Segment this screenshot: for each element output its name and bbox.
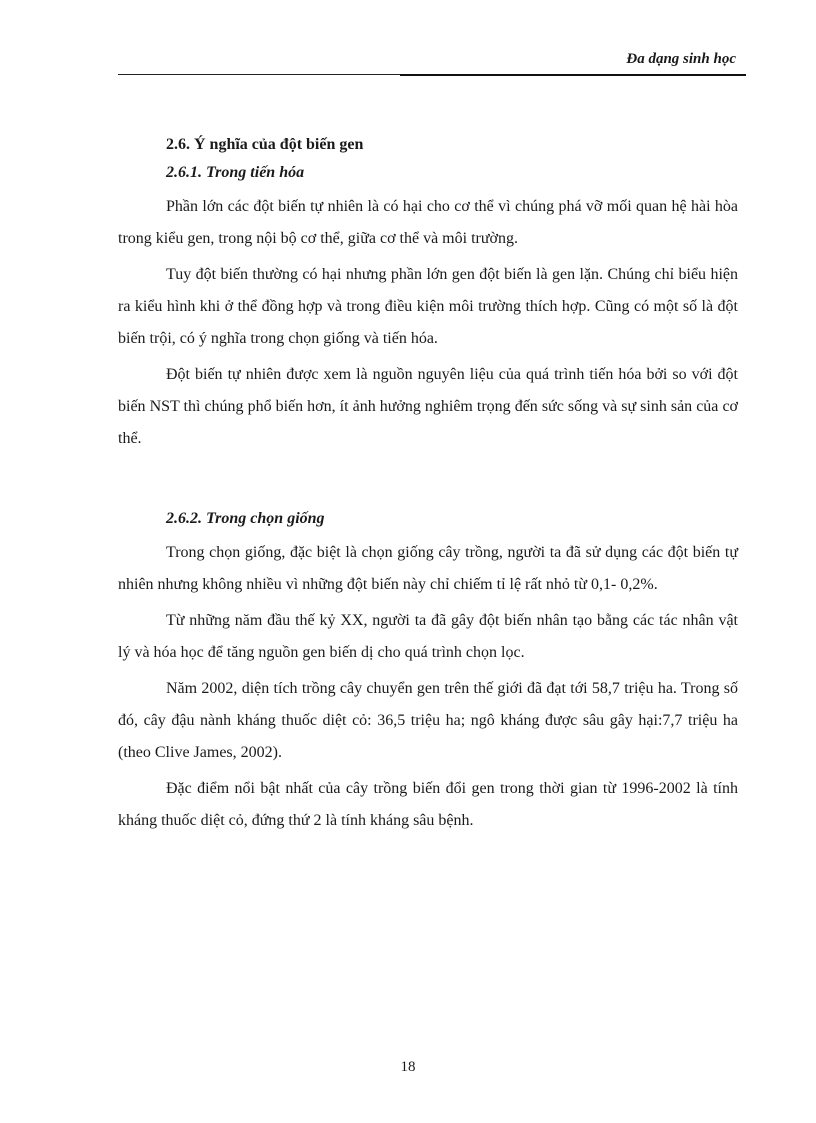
subsection-heading-breeding: 2.6.2. Trong chọn giống [166, 510, 325, 527]
page-body [118, 131, 738, 841]
page-header [118, 48, 746, 76]
header-rule-accent [400, 74, 746, 76]
page-number: 18 [400, 1059, 416, 1075]
paragraph: Năm 2002, diện tích trồng cây chuyển gen trên thế giới đã đạt tới 58,7 triệu ha. Trong số đó, cây đậu nành kháng thuốc diệt cỏ: 36,5 triệu ha; ngô kháng được sâu gây hại:7,7 triệu ha (theo Clive James, 2002). [118, 680, 738, 761]
paragraph: Đột biến tự nhiên được xem là nguồn nguyên liệu của quá trình tiến hóa bởi so với đột biến NST thì chúng phổ biến hơn, ít ảnh hưởng nghiêm trọng đến sức sống và sự sinh sản của cơ thể. [118, 366, 738, 447]
paragraph: Đặc điểm nổi bật nhất của cây trồng biến đổi gen trong thời gian từ 1996-2002 là tính kháng thuốc diệt cỏ, đứng thứ 2 là tính kháng sâu bệnh. [118, 780, 738, 829]
paragraph: Tuy đột biến thường có hại nhưng phần lớn gen đột biến là gen lặn. Chúng chỉ biểu hiện ra kiểu hình khi ở thể đồng hợp và trong điều kiện môi trường thích hợp. Cũng có một số là đột biến trội, có ý nghĩa trong chọn giống và tiến hóa. [118, 266, 738, 347]
running-title: Đa dạng sinh học [626, 51, 736, 67]
subsection-heading-evolution: 2.6.1. Trong tiến hóa [166, 164, 305, 181]
paragraph: Từ những năm đầu thế kỷ XX, người ta đã gây đột biến nhân tạo bằng các tác nhân vật lý và hóa học để tăng nguồn gen biến dị cho quá trình chọn lọc. [118, 612, 738, 661]
paragraph: Trong chọn giống, đặc biệt là chọn giống cây trồng, người ta đã sử dụng các đột biến tự nhiên nhưng không nhiều vì những đột biến này chỉ chiếm tỉ lệ rất nhỏ từ 0,1- 0,2%. [118, 544, 738, 593]
paragraph: Phần lớn các đột biến tự nhiên là có hại cho cơ thể vì chúng phá vỡ mối quan hệ hài hòa trong kiểu gen, trong nội bộ cơ thể, giữa cơ thể và môi trường. [118, 198, 738, 247]
section-heading: 2.6. Ý nghĩa của đột biến gen [166, 136, 364, 153]
